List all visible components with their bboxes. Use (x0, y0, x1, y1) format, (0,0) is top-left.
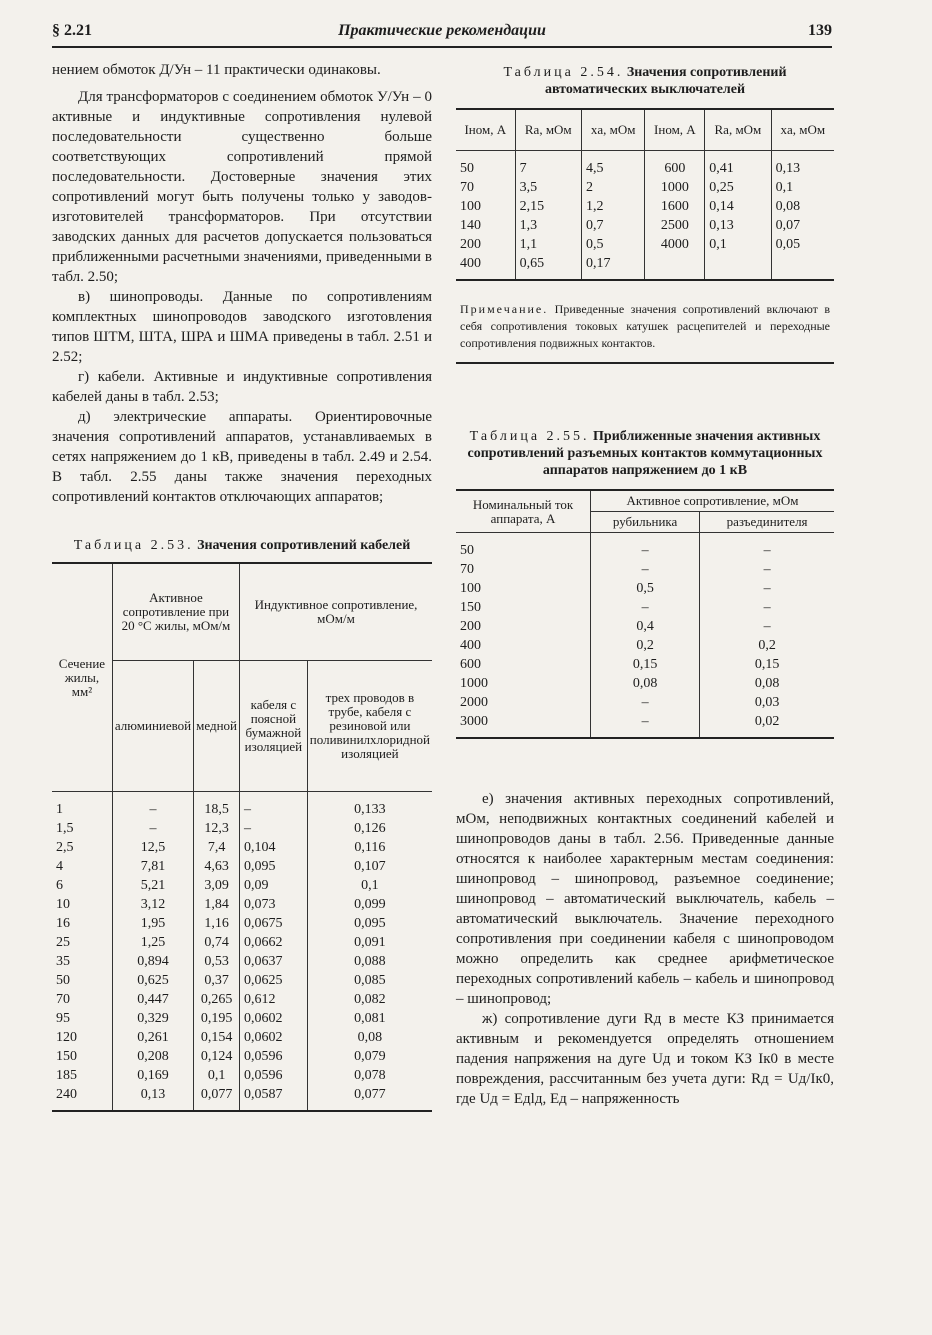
table-cell: 0,7 (581, 216, 645, 235)
table-cell: 0,09 (240, 876, 308, 895)
table-cell: 400 (460, 638, 481, 653)
table-cell: 0,095 (307, 914, 432, 933)
table-row (52, 1066, 432, 1085)
table-cell: 0,0602 (240, 1009, 308, 1028)
table-cell: 0,37 (194, 971, 240, 990)
table-cell: 0,41 (705, 151, 771, 179)
table-cell: 25 (56, 935, 70, 950)
table-cell: 0,02 (700, 712, 834, 731)
table-cell: 150 (460, 600, 481, 615)
table-cell: 0,104 (240, 838, 308, 857)
table-cell: 0,081 (307, 1009, 432, 1028)
table-2-54-note (456, 301, 834, 352)
table-row (52, 914, 432, 933)
table-cell: 0,082 (307, 990, 432, 1009)
table-cell: – (112, 819, 193, 838)
table-label: Таблица 2.53. (73, 538, 194, 553)
table-cell (645, 254, 705, 273)
table-row (456, 254, 834, 273)
table-row (456, 617, 834, 636)
col-header: Iном, А (645, 109, 705, 151)
table-cell: – (591, 598, 700, 617)
col-header-aluminum: алюминиевой (112, 661, 193, 792)
table-cell: 18,5 (194, 792, 240, 820)
table-cell: 0,65 (515, 254, 581, 273)
table-cell: 0,15 (700, 655, 834, 674)
table-cell: – (112, 792, 193, 820)
table-cell: 12,5 (112, 838, 193, 857)
section-number: § 2.21 (52, 22, 92, 39)
col-header-active: Активное сопротивление при 20 °С жилы, мОм/м (112, 563, 239, 661)
paragraph: д) электрические аппараты. Ориентировочные значения сопротивлений аппаратов, устанавливаемых в сетях напряжением до 1 кВ, приведены в табл. 2.49 и 2.54. В табл. 2.55 даны также значения переходных сопротивлений контактов отключающих аппаратов; (52, 409, 432, 505)
table-row (52, 792, 432, 820)
table-cell: 3000 (460, 714, 488, 729)
col-header: Rа, мОм (705, 109, 771, 151)
table-row (52, 819, 432, 838)
table-cell: – (591, 712, 700, 731)
table-row (456, 235, 834, 254)
table-row (456, 598, 834, 617)
table-label: Таблица 2.55. (469, 429, 590, 444)
table-cell: 1000 (460, 676, 488, 691)
table-cell: 50 (460, 543, 474, 558)
table-cell: 0,612 (240, 990, 308, 1009)
table-cell: 6 (56, 878, 63, 893)
table-cell: – (591, 693, 700, 712)
table-cell: 120 (56, 1030, 77, 1045)
col-header: xа, мОм (771, 109, 834, 151)
table-cell: 5,21 (112, 876, 193, 895)
col-header: Iном, А (456, 109, 515, 151)
table-cell: 0,07 (771, 216, 834, 235)
table-cell: 4 (56, 859, 63, 874)
table-cell: 0,447 (112, 990, 193, 1009)
left-column (52, 60, 432, 1112)
table-cell: 185 (56, 1068, 77, 1083)
table-cell: 0,0675 (240, 914, 308, 933)
col-header-belt-cable: кабеля с поясной бумажной изоляцией (240, 661, 308, 792)
table-cell: 0,169 (112, 1066, 193, 1085)
table-cell: 4,5 (581, 151, 645, 179)
table-cell: 0,0602 (240, 1028, 308, 1047)
table-cell: 0,079 (307, 1047, 432, 1066)
col-header-inductive: Индуктивное сопротивление, мОм/м (240, 563, 433, 661)
table-cell: 0,085 (307, 971, 432, 990)
table-spacer (456, 731, 834, 738)
table-cell: 1,25 (112, 933, 193, 952)
table-row (456, 693, 834, 712)
table-row (52, 952, 432, 971)
table-cell: 0,261 (112, 1028, 193, 1047)
table-cell: 0,0596 (240, 1047, 308, 1066)
table-cell: 0,1 (194, 1066, 240, 1085)
table-cell: 0,126 (307, 819, 432, 838)
table-cell: 7 (515, 151, 581, 179)
table-cell: 1,95 (112, 914, 193, 933)
table-2-55-caption (456, 428, 834, 479)
table-row (456, 560, 834, 579)
paragraph: в) шинопроводы. Данные по сопротивлениям комплектных шинопроводов заводского изготовления типов ШТМ, ШТА, ШРА и ШМА приведены в табл. 2.51 и 2.52; (52, 289, 432, 365)
table-cell: 1,3 (515, 216, 581, 235)
table-row (52, 857, 432, 876)
col-header-active: Активное сопротивление, мОм (591, 490, 835, 512)
paragraph: Для трансформаторов с соединением обмоток У/Ун – 0 активные и индуктивные сопротивления нулевой последовательности существенно больше соответствующих сопротивлений прямой последовательности. Достоверные значения этих сопротивлений могут быть получены только у заводов-изготовителей трансформаторов. При отсутствии заводских данных для расчетов допускается пользоваться приближенными расчетными значениями, приведенными в табл. 2.50; (52, 89, 432, 285)
table-cell: 0,095 (240, 857, 308, 876)
table-cell: 0,17 (581, 254, 645, 273)
table-cell: 0,133 (307, 792, 432, 820)
table-cell: 0,099 (307, 895, 432, 914)
table-cell: 0,154 (194, 1028, 240, 1047)
table-cell: 0,08 (307, 1028, 432, 1047)
table-cell (771, 254, 834, 273)
table-cell: 35 (56, 954, 70, 969)
table-row (456, 712, 834, 731)
divider (456, 362, 834, 364)
col-header: Rа, мОм (515, 109, 581, 151)
table-cell: 0,091 (307, 933, 432, 952)
table-cell: – (700, 533, 834, 561)
table-cell: 0,1 (771, 178, 834, 197)
table-cell: 3,09 (194, 876, 240, 895)
table-cell: 400 (460, 256, 481, 271)
table-cell: 2,15 (515, 197, 581, 216)
table-row (52, 895, 432, 914)
table-cell: 10 (56, 897, 70, 912)
col-header: xа, мОм (581, 109, 645, 151)
table-cell: 0,05 (771, 235, 834, 254)
table-cell: 12,3 (194, 819, 240, 838)
table-cell: 1,84 (194, 895, 240, 914)
table-row (52, 1047, 432, 1066)
table-title: Приближенные значения активных сопротивлений разъемных контактов коммутационных аппаратов напряжением до 1 кВ (467, 429, 823, 478)
table-cell: 0,107 (307, 857, 432, 876)
running-title: Практические рекомендации (338, 22, 546, 39)
table-row (456, 178, 834, 197)
table-cell: 50 (460, 161, 474, 176)
table-cell: – (240, 792, 308, 820)
table-cell: 0,1 (705, 235, 771, 254)
table-row (456, 197, 834, 216)
table-cell: 0,25 (705, 178, 771, 197)
table-cell: 0,265 (194, 990, 240, 1009)
table-cell: 7,4 (194, 838, 240, 857)
table-cell: 0,5 (591, 579, 700, 598)
table-cell: 0,894 (112, 952, 193, 971)
table-cell: 100 (460, 199, 481, 214)
table-cell: 150 (56, 1049, 77, 1064)
table-row (52, 838, 432, 857)
table-title: Значения сопротивлений автоматических выключателей (544, 65, 787, 97)
table-cell: – (700, 579, 834, 598)
table-cell: 0,0587 (240, 1085, 308, 1104)
table-row (52, 876, 432, 895)
col-header-switch: рубильника (591, 512, 700, 533)
table-cell: 95 (56, 1011, 70, 1026)
table-cell: 4,63 (194, 857, 240, 876)
table-row (456, 655, 834, 674)
table-cell: 0,1 (307, 876, 432, 895)
table-cell: – (240, 819, 308, 838)
table-cell: 0,13 (112, 1085, 193, 1104)
table-cell: 2,5 (56, 840, 74, 855)
table-cell: 1000 (645, 178, 705, 197)
col-header-current: Номинальный ток аппарата, А (456, 490, 591, 533)
table-cell: 2000 (460, 695, 488, 710)
col-header-section: Сечение жилы, мм² (52, 563, 112, 792)
table-cell: 50 (56, 973, 70, 988)
table-row (52, 1028, 432, 1047)
table-cell: 1,2 (581, 197, 645, 216)
table-cell: 2 (581, 178, 645, 197)
table-cell: 0,13 (771, 151, 834, 179)
table-cell: 0,0625 (240, 971, 308, 990)
table-row (52, 933, 432, 952)
table-2-53-caption (52, 537, 432, 554)
table-cell (705, 254, 771, 273)
table-row (52, 971, 432, 990)
paragraph: ж) сопротивление дуги Rд в месте КЗ принимается активным и рекомендуется определять отношением падения напряжения на дуге Uд и током КЗ Iк0 в месте повреждения, рассчитанным без учета дуги: Rд = Uд/Iк0, где Uд = Едlд, Ед – напряженность (456, 1011, 834, 1107)
table-cell: 3,5 (515, 178, 581, 197)
table-cell: 240 (56, 1087, 77, 1102)
table-cell: 1,16 (194, 914, 240, 933)
paragraph: нением обмоток Д/Ун – 11 практически одинаковы. (52, 62, 381, 78)
table-cell: 600 (645, 151, 705, 179)
paragraph: г) кабели. Активные и индуктивные сопротивления кабелей даны в табл. 2.53; (52, 369, 432, 405)
table-cell: 0,2 (700, 636, 834, 655)
page-header (52, 20, 832, 48)
table-row (456, 151, 834, 179)
table-cell: 0,116 (307, 838, 432, 857)
table-cell: 0,077 (194, 1085, 240, 1104)
table-cell: 0,0662 (240, 933, 308, 952)
table-2-53 (52, 562, 432, 1112)
table-cell: 0,077 (307, 1085, 432, 1104)
table-cell: 0,078 (307, 1066, 432, 1085)
table-cell: 0,0596 (240, 1066, 308, 1085)
table-cell: 0,08 (700, 674, 834, 693)
table-cell: 0,5 (581, 235, 645, 254)
table-row (456, 579, 834, 598)
table-cell: 1,1 (515, 235, 581, 254)
table-cell: 0,14 (705, 197, 771, 216)
page-number: 139 (808, 22, 832, 39)
table-cell: 0,03 (700, 693, 834, 712)
table-cell: 7,81 (112, 857, 193, 876)
table-cell: – (700, 617, 834, 636)
table-cell: 600 (460, 657, 481, 672)
table-cell: 0,088 (307, 952, 432, 971)
table-cell: 70 (56, 992, 70, 1007)
table-2-54-caption (456, 64, 834, 98)
table-title: Значения сопротивлений кабелей (197, 538, 411, 553)
table-cell: 100 (460, 581, 481, 596)
table-cell: 0,15 (591, 655, 700, 674)
table-2-55 (456, 489, 834, 739)
table-row (52, 990, 432, 1009)
col-header-three-wires: трех проводов в трубе, кабеля с резиновой или поливинилхлоридной изоляцией (307, 661, 432, 792)
table-row (456, 636, 834, 655)
table-cell: 0,195 (194, 1009, 240, 1028)
table-cell: 0,13 (705, 216, 771, 235)
note-label: Примечание. (460, 302, 549, 316)
table-row (52, 1085, 432, 1104)
table-cell: 2500 (645, 216, 705, 235)
table-row (456, 533, 834, 561)
table-cell: 200 (460, 619, 481, 634)
right-column (456, 60, 834, 1109)
table-row (456, 216, 834, 235)
table-cell: 1600 (645, 197, 705, 216)
table-cell: 0,4 (591, 617, 700, 636)
table-cell: – (591, 560, 700, 579)
table-cell: 0,124 (194, 1047, 240, 1066)
table-cell: 0,74 (194, 933, 240, 952)
table-2-54 (456, 108, 834, 281)
table-cell: 3,12 (112, 895, 193, 914)
table-cell: 1 (56, 802, 63, 817)
table-cell: 0,329 (112, 1009, 193, 1028)
col-header-copper: медной (194, 661, 240, 792)
table-cell: 0,0637 (240, 952, 308, 971)
table-cell: – (700, 560, 834, 579)
table-cell: 70 (460, 180, 474, 195)
table-row (52, 1009, 432, 1028)
table-cell: 4000 (645, 235, 705, 254)
table-cell: 0,2 (591, 636, 700, 655)
table-cell: 16 (56, 916, 70, 931)
table-cell: 1,5 (56, 821, 74, 836)
table-spacer (456, 273, 834, 280)
note-text: Приведенные значения сопротивлений включают в себя сопротивления токовых катушек расцепителей и переходные сопротивления подвижных контактов. (460, 302, 830, 350)
table-cell: – (700, 598, 834, 617)
table-cell: 140 (460, 218, 481, 233)
table-row (456, 674, 834, 693)
table-cell: 0,53 (194, 952, 240, 971)
table-label: Таблица 2.54. (503, 65, 624, 80)
table-cell: 0,208 (112, 1047, 193, 1066)
table-cell: 70 (460, 562, 474, 577)
paragraph: е) значения активных переходных сопротивлений, мОм, неподвижных контактных соединений кабелей и шинопроводов даны в табл. 2.56. Приведенные данные относятся к наиболее характерным местам соединения: шинопровод – шинопровод, разъемное соединение; шинопровод – автоматический выключатель, кабель – автоматический выключатель. Значение переходного сопротивления при соединении кабеля с шинопроводом можно определить как среднее арифметическое переходных сопротивлений кабель – кабель и шинопровод – шинопровод; (456, 791, 834, 1007)
table-cell: – (591, 533, 700, 561)
table-spacer (52, 1104, 432, 1111)
col-header-disconnector: разъединителя (700, 512, 834, 533)
table-cell: 200 (460, 237, 481, 252)
table-cell: 0,08 (591, 674, 700, 693)
table-cell: 0,08 (771, 197, 834, 216)
table-cell: 0,073 (240, 895, 308, 914)
table-cell: 0,625 (112, 971, 193, 990)
